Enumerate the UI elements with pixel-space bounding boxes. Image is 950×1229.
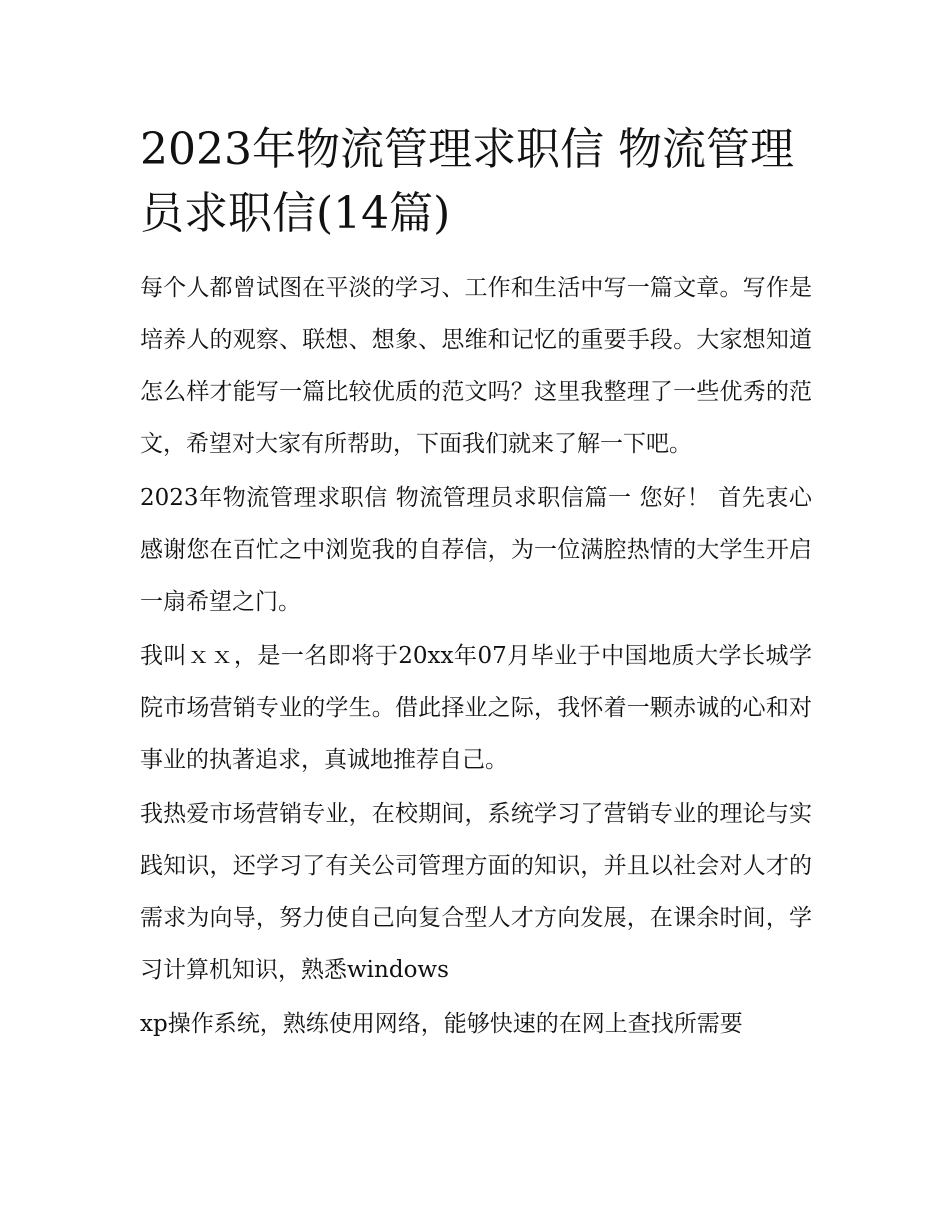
document-title: 2023年物流管理求职信 物流管理员求职信(14篇) [140, 124, 794, 239]
letter-opening-paragraph: 2023年物流管理求职信 物流管理员求职信篇一 您好！ 首先衷心感谢您在百忙之中浏览我的自荐信，为一位满腔热情的大学生开启一扇希望之门。 [140, 485, 812, 615]
skills-paragraph: 我热爱市场营销专业，在校期间，系统学习了营销专业的理论与实践知识，还学习了有关公司管理方面的知识，并且以社会对人才的需求为向导，努力使自己向复合型人才方向发展，在课余时间，学习计算机知识，熟悉windows [140, 801, 812, 983]
document-body [140, 118, 812, 1050]
intro-paragraph: 每个人都曾试图在平淡的学习、工作和生活中写一篇文章。写作是培养人的观察、联想、想象、思维和记忆的重要手段。大家想知道怎么样才能写一篇比较优质的范文吗？这里我整理了一些优秀的范文，希望对大家有所帮助，下面我们就来了解一下吧。 [140, 275, 812, 457]
computer-skills-paragraph: xp操作系统，熟练使用网络，能够快速的在网上查找所需要 [140, 1011, 743, 1037]
self-introduction-paragraph: 我叫ｘｘ，是一名即将于20xx年07月毕业于中国地质大学长城学院市场营销专业的学生。借此择业之际，我怀着一颗赤诚的心和对事业的执著追求，真诚地推荐自己。 [140, 643, 812, 773]
